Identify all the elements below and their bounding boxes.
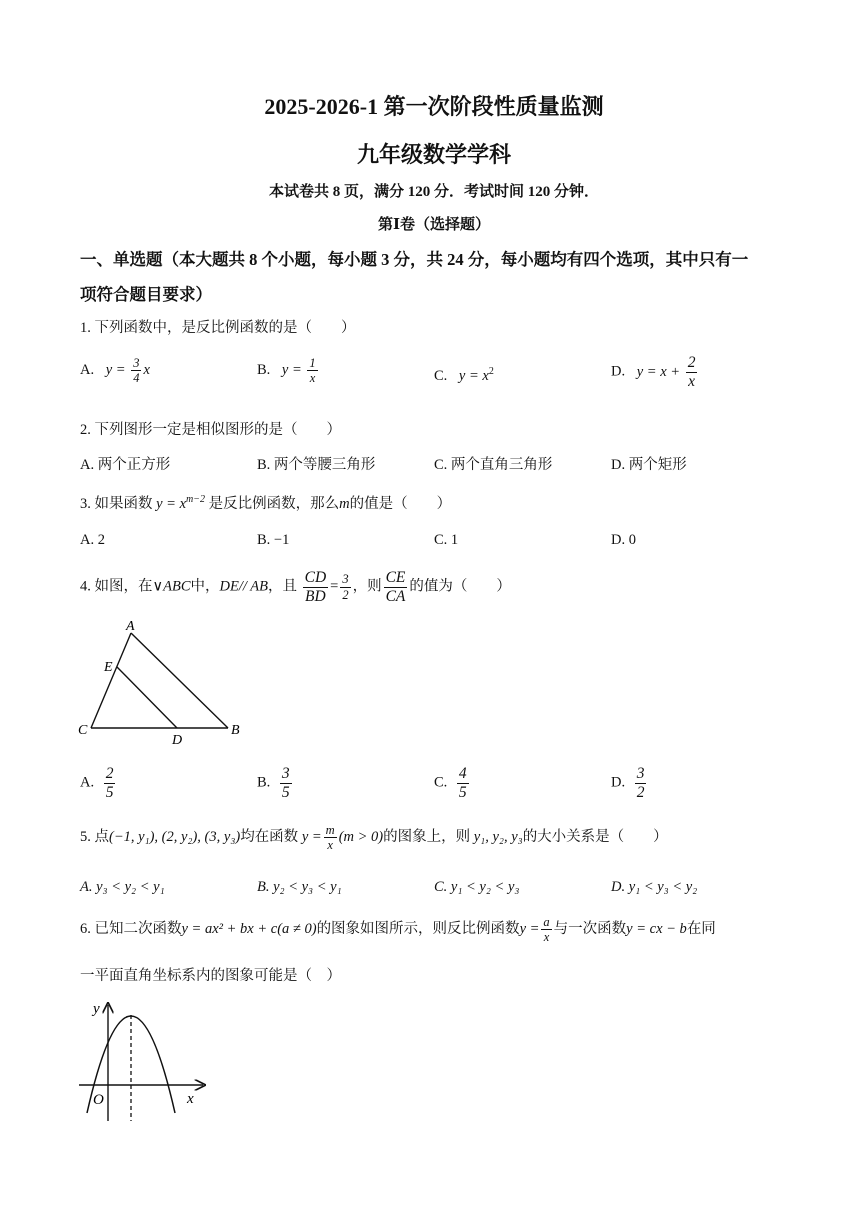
q4-option-b [257,765,294,802]
q6-fraction: $\frac{a}{x}$ [543,915,550,945]
y-axis-label: y [93,1001,100,1017]
question-3-stem [80,492,451,513]
q5-post: 的大小关系是（ ） [522,829,668,846]
q4-post: 的值为（ ） [409,578,511,595]
q6-linear: y = cx − b [626,921,687,938]
q3-exponent: m−2 [186,494,206,506]
x-axis-label: x [187,1091,194,1107]
question-1-stem: 1. 下列函数中，是反比例函数的是（ ） [80,320,356,336]
q5-points: (−1, y₁), (2, y₂), (3, y₃) [109,829,241,846]
q4-option-a [80,765,117,802]
q6-mid1: 的图象如图所示，则反比例函数 [316,921,520,938]
q4-mid3: ，则 [352,578,382,595]
vertex-label-c: C [78,723,88,738]
option-label: D. [611,774,626,791]
q1-c-exponent: 2 [488,366,494,377]
q5-fraction: $\frac{m}{x}$ [325,823,335,853]
q4-option-d [611,765,648,802]
q6-pre: 6. 已知二次函数 [80,921,182,938]
q3-stem-post: 的值是（ ） [349,496,452,512]
subject-title: 九年级数学学科 [356,142,511,167]
q4-condition: DE// AB [219,578,268,595]
q4-pre: 4. 如图，在∨ [80,578,164,595]
q3-stem-mid: 是反比例函数，那么 [208,496,340,512]
q5-condition: (m > 0) [338,829,384,846]
vertex-label-e: E [104,660,113,675]
section-heading-line1: 一、单选题（本大题共 8 个小题，每小题 3 分，共 24 分，每小题均有四个选项，其中只有一 [80,250,749,269]
q1-d-fraction: $\frac{2}{x}$ [687,354,696,390]
q5-function-lhs: y = [301,829,322,846]
vertex-label-d: D [172,733,183,748]
q2-option-d: D. 两个矩形 [611,457,687,473]
q1-option-d [611,354,699,391]
q4-option-c [434,765,471,802]
option-label: A. [80,774,95,791]
q6-post: 在同 [686,921,716,938]
volume-title: 第Ⅰ卷（选择题） [377,217,491,233]
q3-option-a: A. 2 [80,532,105,548]
option-label: D. [611,363,626,380]
q3-option-d: D. 0 [611,532,636,548]
q4-mid1: 中， [190,578,220,595]
q4-d-fraction: $\frac{3}{2}$ [636,765,645,801]
q1-b-fraction: $\frac{1}{x}$ [309,356,316,386]
q4-fraction-ratio: $\frac{3}{2}$ [342,572,349,602]
section-heading-line2: 项符合题目要求） [80,285,212,304]
question-4-stem [80,569,511,606]
side-ac [91,633,131,728]
q4-b-fraction: $\frac{3}{5}$ [281,765,290,801]
question-5-stem [80,823,668,853]
segment-de [117,667,177,728]
q2-option-c: C. 两个直角三角形 [434,457,553,473]
question-2-stem: 2. 下列图形一定是相似图形的是（ ） [80,422,341,438]
side-ab [131,633,228,728]
q5-vars: y₁, y₂, y₃ [473,829,523,846]
q4-a-fraction: $\frac{2}{5}$ [105,765,114,801]
q5-pre: 5. 点 [80,829,109,846]
option-label: C. [434,367,448,384]
q1-d-lhs: y = x + [636,363,681,380]
q4-equals: = [330,578,339,595]
q6-quadratic: y = ax² + bx + c(a ≠ 0) [181,921,317,938]
q1-option-c [434,366,494,385]
q6-parabola-figure [75,995,215,1125]
q5-mid2: 的图象上，则 [383,829,471,846]
q5-mid1: 均在函数 [240,829,299,846]
q1-c-expr: y = x [458,367,489,384]
vertex-label-a: A [126,619,135,634]
question-6-stem-line1 [80,915,716,945]
q1-a-rhs: x [143,362,150,379]
q3-option-c: C. 1 [434,532,459,548]
q4-fraction-cd-bd: $\frac{CD}{BD}$ [304,569,327,605]
q4-triangle: ABC [163,578,191,595]
q1-option-b [257,356,320,386]
question-6-stem-line2: 一平面直角坐标系内的图象可能是（ ） [80,968,341,984]
q5-option-c: C. y₁ < y₂ < y₃ [434,879,520,895]
q4-c-fraction: $\frac{4}{5}$ [458,765,467,801]
q4-fraction-ce-ca: $\frac{CE}{CA}$ [385,569,406,605]
q6-mid2: 与一次函数 [553,921,627,938]
exam-title: 2025-2026-1 第一次阶段性质量监测 [264,94,604,119]
option-label: B. [257,774,271,791]
q1-a-lhs: y = [105,362,126,379]
q4-triangle-figure [75,615,255,750]
q5-option-a: A. y₃ < y₂ < y₁ [80,879,165,895]
option-label: A. [80,362,95,379]
origin-label: O [93,1092,104,1108]
q4-mid2: ，且 [267,578,297,595]
q5-option-b: B. y₂ < y₃ < y₁ [257,879,342,895]
option-label: B. [257,362,271,379]
q6-function-lhs: y = [519,921,540,938]
option-label: C. [434,774,448,791]
q5-option-d: D. y₁ < y₃ < y₂ [611,879,698,895]
vertex-label-b: B [231,723,240,738]
q1-option-a [80,356,150,386]
q2-option-a: A. 两个正方形 [80,457,171,473]
q2-option-b: B. 两个等腰三角形 [257,457,376,473]
q3-variable: m [339,496,350,512]
exam-info: 本试卷共 8 页，满分 120 分．考试时间 120 分钟． [268,184,599,200]
q3-stem-pre: 3. 如果函数 [80,496,153,512]
q1-a-fraction: $\frac{3}{4}$ [133,356,140,386]
q3-function: y = x [156,496,187,512]
q3-option-b: B. −1 [257,532,290,548]
q1-b-lhs: y = [281,362,302,379]
